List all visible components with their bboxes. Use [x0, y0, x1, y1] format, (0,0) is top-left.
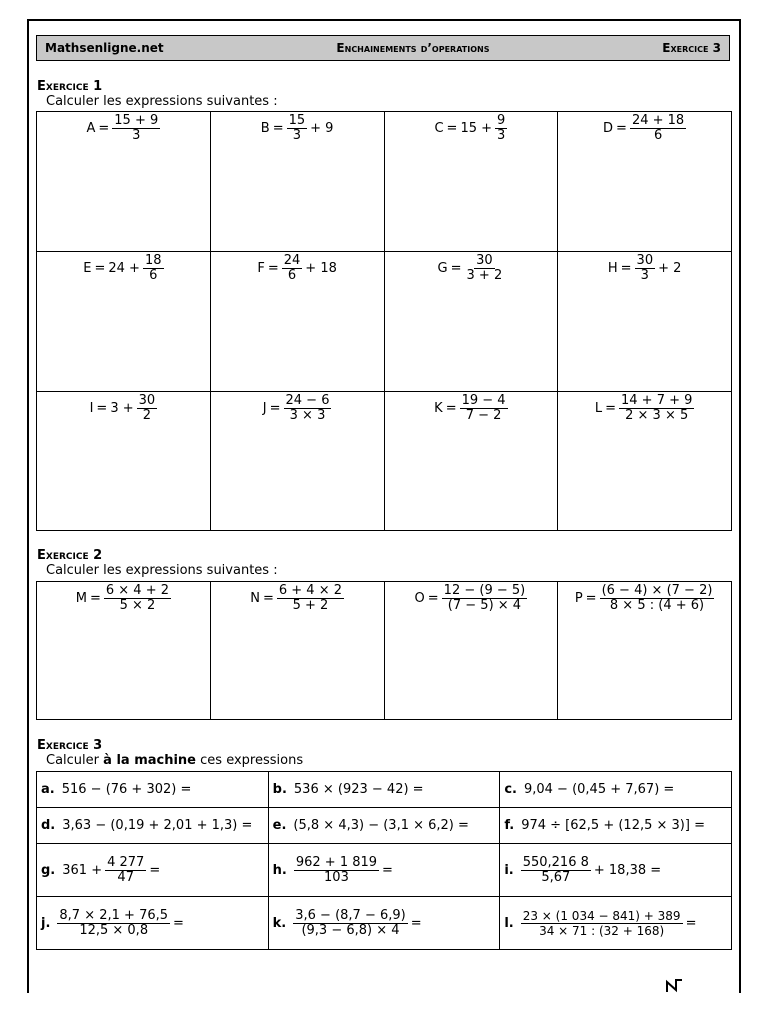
instruction-start: Calculer — [46, 753, 99, 768]
expression — [211, 584, 384, 613]
numerator: 19 − 4 — [461, 393, 506, 408]
denominator: 6 — [287, 268, 297, 283]
item-label: f. — [504, 818, 515, 833]
calc-cell — [268, 844, 500, 897]
fraction — [521, 856, 591, 885]
fraction — [293, 909, 407, 938]
denominator: 8 × 5 : (4 + 6) — [609, 598, 705, 613]
equals-sign: = — [605, 401, 616, 416]
answer-cell — [37, 582, 211, 720]
numerator: 3,6 − (8,7 − 6,9) — [295, 907, 406, 923]
numerator: 6 + 4 × 2 — [278, 583, 343, 598]
expression — [37, 584, 210, 613]
fraction — [294, 856, 379, 885]
answer-cell — [210, 112, 384, 252]
exercise-1-grid — [36, 111, 732, 531]
expression-name: J — [262, 401, 267, 416]
expression-name: E — [83, 261, 92, 276]
fraction — [137, 394, 158, 423]
fraction — [465, 254, 505, 283]
denominator: (7 − 5) × 4 — [447, 598, 522, 613]
numerator: 24 + 18 — [631, 113, 685, 128]
answer-cell — [558, 392, 732, 531]
fraction — [57, 909, 170, 938]
numerator: 24 − 6 — [285, 393, 330, 408]
fraction — [112, 114, 160, 143]
equals-sign: = — [98, 121, 110, 136]
expression-prefix: 15 + — [460, 121, 493, 136]
denominator: 3 — [292, 128, 302, 143]
exercise-3-instruction — [46, 753, 303, 768]
expression — [558, 114, 731, 143]
expression-prefix: 361 + — [62, 862, 103, 878]
calc-cell — [500, 808, 732, 844]
calc-cell — [268, 897, 500, 950]
expression — [385, 584, 558, 613]
fraction — [495, 114, 507, 143]
calc-expression — [41, 782, 264, 797]
grid-row — [37, 808, 732, 844]
expression — [37, 394, 210, 423]
denominator: 3 — [497, 128, 506, 143]
fraction — [277, 584, 344, 613]
exercise-2-instruction: Calculer les expressions suivantes : — [46, 563, 278, 578]
answer-cell — [210, 252, 384, 392]
worksheet-title: Enchainements d’operations — [336, 41, 490, 55]
equals-sign: = — [450, 261, 462, 276]
fraction — [105, 856, 146, 885]
numerator: 12 − (9 − 5) — [443, 583, 526, 598]
grid-row — [37, 392, 732, 531]
exercise-1-instruction: Calculer les expressions suivantes : — [46, 94, 278, 109]
calc-expression — [504, 818, 727, 833]
fraction — [287, 114, 308, 143]
expression — [558, 394, 731, 423]
grid-row — [37, 772, 732, 808]
denominator: 3 — [640, 268, 649, 283]
item-label: c. — [504, 782, 517, 797]
denominator: 5,67 — [541, 869, 571, 885]
expression — [385, 394, 558, 423]
expression-suffix: = — [149, 862, 161, 878]
denominator: 7 − 2 — [465, 408, 502, 423]
equals-sign: = — [585, 591, 597, 606]
numerator: 4 277 — [107, 854, 145, 870]
equals-sign: = — [267, 261, 279, 276]
fraction — [143, 254, 164, 283]
item-label: i. — [504, 862, 514, 878]
expression — [385, 254, 558, 283]
answer-cell — [558, 582, 732, 720]
numerator: (6 − 4) × (7 − 2) — [601, 583, 713, 598]
instruction-end: ces expressions — [200, 753, 304, 768]
fraction — [630, 114, 686, 143]
denominator: 5 × 2 — [119, 598, 156, 613]
expression-suffix: = — [410, 915, 422, 931]
answer-cell — [558, 252, 732, 392]
denominator: 47 — [117, 869, 134, 885]
expression-name: O — [414, 591, 425, 606]
instruction-emphasis: à la machine — [103, 753, 197, 768]
fraction — [282, 254, 303, 283]
exercise-number: Exercice 3 — [662, 41, 721, 55]
item-label: d. — [41, 818, 56, 833]
calc-cell — [500, 897, 732, 950]
denominator: 3 × 3 — [289, 408, 326, 423]
exercise-2-title: Exercice 2 — [37, 548, 103, 563]
denominator: 3 — [132, 128, 141, 143]
site-name: Mathsenligne.net — [45, 41, 164, 55]
denominator: (9,3 − 6,8) × 4 — [301, 922, 400, 938]
equals-sign: = — [89, 591, 101, 606]
numerator: 6 × 4 + 2 — [105, 583, 169, 598]
expression-suffix: + 18 — [305, 261, 337, 276]
equals-sign: = — [262, 591, 274, 606]
calc-cell — [500, 772, 732, 808]
expression — [211, 394, 384, 423]
equals-sign: = — [445, 401, 457, 416]
expression-suffix: = — [382, 862, 393, 878]
numerator: 15 + 9 — [114, 113, 159, 128]
calc-text: 536 × (923 − 42) = — [293, 782, 424, 797]
item-label: l. — [504, 915, 514, 931]
numerator: 30 — [476, 253, 493, 268]
calc-cell — [268, 808, 500, 844]
calc-text: 3,63 − (0,19 + 2,01 + 1,3) = — [62, 818, 253, 833]
denominator: 103 — [324, 869, 349, 885]
answer-cell — [384, 392, 558, 531]
grid-row — [37, 252, 732, 392]
calc-expression — [504, 909, 727, 938]
answer-cell — [384, 582, 558, 720]
exercise-3-grid — [36, 771, 732, 950]
item-label: g. — [41, 862, 56, 878]
expression — [37, 114, 210, 143]
answer-cell — [37, 392, 211, 531]
numerator: 24 — [283, 253, 301, 268]
item-label: e. — [272, 818, 287, 833]
equals-sign: = — [427, 591, 439, 606]
denominator: 6 — [149, 268, 158, 283]
calc-expression — [273, 782, 496, 797]
calc-cell — [37, 844, 269, 897]
calc-cell — [268, 772, 500, 808]
calc-expression — [273, 909, 496, 938]
calc-text: 516 − (76 + 302) = — [61, 782, 192, 797]
answer-cell — [210, 582, 384, 720]
calc-expression — [41, 856, 264, 885]
equals-sign: = — [616, 121, 627, 136]
fraction — [104, 584, 171, 613]
expression-name: P — [574, 591, 583, 606]
expression — [558, 584, 731, 613]
equals-sign: = — [269, 401, 281, 416]
denominator: 12,5 × 0,8 — [79, 922, 149, 938]
numerator: 8,7 × 2,1 + 76,5 — [59, 907, 169, 923]
equals-sign: = — [272, 121, 284, 136]
fraction — [460, 394, 508, 423]
expression — [37, 254, 210, 283]
page-corner-mark — [662, 976, 682, 994]
answer-cell — [210, 392, 384, 531]
equals-sign: = — [446, 121, 458, 136]
fraction — [600, 584, 715, 613]
equals-sign: = — [620, 261, 632, 276]
page-header — [36, 35, 730, 61]
expression-name: K — [434, 401, 443, 416]
numerator: 962 + 1 819 — [295, 854, 378, 870]
expression-name: M — [75, 591, 87, 606]
expression-name: G — [437, 261, 448, 276]
expression-prefix: 3 + — [110, 401, 134, 416]
calc-expression — [41, 818, 264, 833]
calc-text: 9,04 − (0,45 + 7,67) = — [523, 782, 675, 797]
fraction — [521, 909, 683, 938]
answer-cell — [384, 252, 558, 392]
calc-expression — [273, 818, 496, 833]
item-label: j. — [41, 915, 51, 931]
fraction — [284, 394, 332, 423]
calc-cell — [37, 772, 269, 808]
numerator: 14 + 7 + 9 — [621, 393, 693, 408]
item-label: b. — [272, 782, 287, 797]
numerator: 550,216 8 — [522, 854, 589, 870]
exercise-1-title: Exercice 1 — [37, 79, 103, 94]
item-label: a. — [41, 782, 55, 797]
calc-text: 974 ÷ [62,5 + (12,5 × 3)] = — [521, 818, 705, 833]
grid-row — [37, 112, 732, 252]
denominator: 34 × 71 : (32 + 168) — [539, 923, 665, 938]
calc-expression — [504, 856, 727, 885]
numerator: 18 — [144, 253, 162, 268]
expression-prefix: 24 + — [108, 261, 140, 276]
expression — [211, 254, 384, 283]
denominator: 2 — [142, 408, 152, 423]
expression-suffix: = — [173, 915, 184, 931]
expression-suffix: = — [685, 915, 697, 931]
expression-suffix: + 2 — [658, 261, 682, 276]
expression — [211, 114, 384, 143]
expression — [385, 114, 558, 143]
answer-cell — [558, 112, 732, 252]
calc-expression — [273, 856, 496, 885]
expression — [558, 254, 731, 283]
calc-expression — [41, 909, 264, 938]
calc-cell — [37, 897, 269, 950]
fraction — [442, 584, 528, 613]
calc-cell — [500, 844, 732, 897]
expression-name: C — [434, 121, 444, 136]
equals-sign: = — [96, 401, 108, 416]
expression-name: B — [260, 121, 270, 136]
equals-sign: = — [94, 261, 106, 276]
expression-name: H — [607, 261, 618, 276]
exercise-3-title: Exercice 3 — [37, 738, 103, 753]
answer-cell — [384, 112, 558, 252]
denominator: 3 + 2 — [466, 268, 503, 283]
calc-text: (5,8 × 4,3) − (3,1 × 6,2) = — [293, 818, 469, 833]
denominator: 2 × 3 × 5 — [625, 408, 689, 423]
answer-cell — [37, 252, 211, 392]
calc-expression — [504, 782, 727, 797]
expression-name: F — [257, 261, 265, 276]
denominator: 5 + 2 — [292, 598, 329, 613]
expression-name: A — [86, 121, 96, 136]
grid-row — [37, 582, 732, 720]
expression-name: N — [250, 591, 260, 606]
numerator: 15 — [288, 113, 306, 128]
numerator: 23 × (1 034 − 841) + 389 — [522, 908, 681, 923]
fraction — [619, 394, 694, 423]
expression-suffix: + 18,38 = — [593, 862, 662, 878]
denominator: 6 — [653, 128, 663, 143]
calc-cell — [37, 808, 269, 844]
fraction — [635, 254, 656, 283]
exercise-2-grid — [36, 581, 732, 720]
numerator: 9 — [497, 113, 506, 128]
numerator: 30 — [636, 253, 654, 268]
item-label: h. — [272, 862, 287, 878]
item-label: k. — [272, 915, 287, 931]
expression-name: D — [603, 121, 614, 136]
expression-name: I — [89, 401, 94, 416]
answer-cell — [37, 112, 211, 252]
grid-row — [37, 897, 732, 950]
numerator: 30 — [138, 393, 156, 408]
grid-row — [37, 844, 732, 897]
expression-suffix: + 9 — [310, 121, 334, 136]
expression-name: L — [594, 401, 603, 416]
